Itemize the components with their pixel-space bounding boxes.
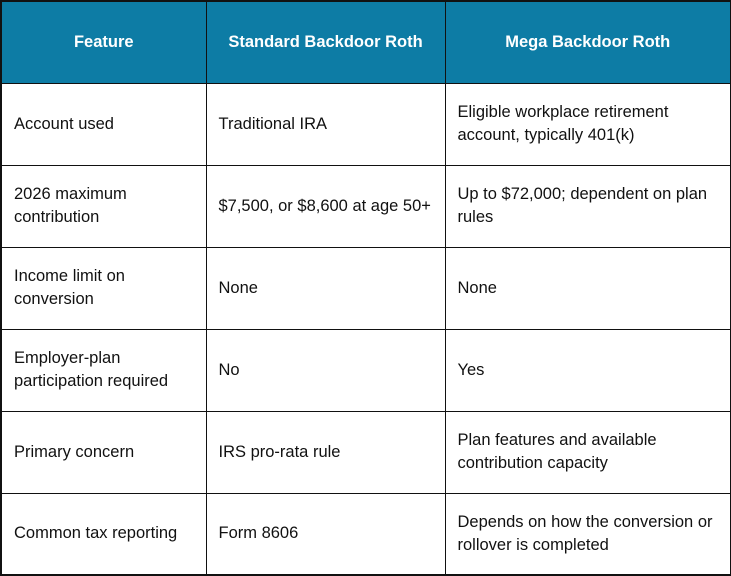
row-mega-cell: Yes [445,329,731,411]
row-mega-cell: Plan features and available contribution capacity [445,411,731,493]
header-feature: Feature [1,1,206,83]
row-feature-cell: Primary concern [1,411,206,493]
table-row [1,329,731,411]
table-row [1,165,731,247]
row-standard-cell: None [206,247,445,329]
row-feature-cell: Employer-plan participation required [1,329,206,411]
row-standard-cell: Traditional IRA [206,83,445,165]
row-standard-cell: No [206,329,445,411]
table-header-row [1,1,731,83]
row-standard-cell: Form 8606 [206,493,445,575]
row-mega-cell: None [445,247,731,329]
table-row [1,83,731,165]
row-feature-cell: Income limit on conversion [1,247,206,329]
header-mega-backdoor-roth: Mega Backdoor Roth [445,1,731,83]
row-standard-cell: $7,500, or $8,600 at age 50+ [206,165,445,247]
row-feature-cell: Account used [1,83,206,165]
row-mega-cell: Up to $72,000; dependent on plan rules [445,165,731,247]
table-row [1,411,731,493]
header-standard-backdoor-roth: Standard Backdoor Roth [206,1,445,83]
row-mega-cell: Eligible workplace retirement account, typically 401(k) [445,83,731,165]
row-mega-cell: Depends on how the conversion or rollover is completed [445,493,731,575]
table-row [1,247,731,329]
table-row [1,493,731,575]
row-feature-cell: 2026 maximum contribution [1,165,206,247]
row-feature-cell: Common tax reporting [1,493,206,575]
row-standard-cell: IRS pro-rata rule [206,411,445,493]
